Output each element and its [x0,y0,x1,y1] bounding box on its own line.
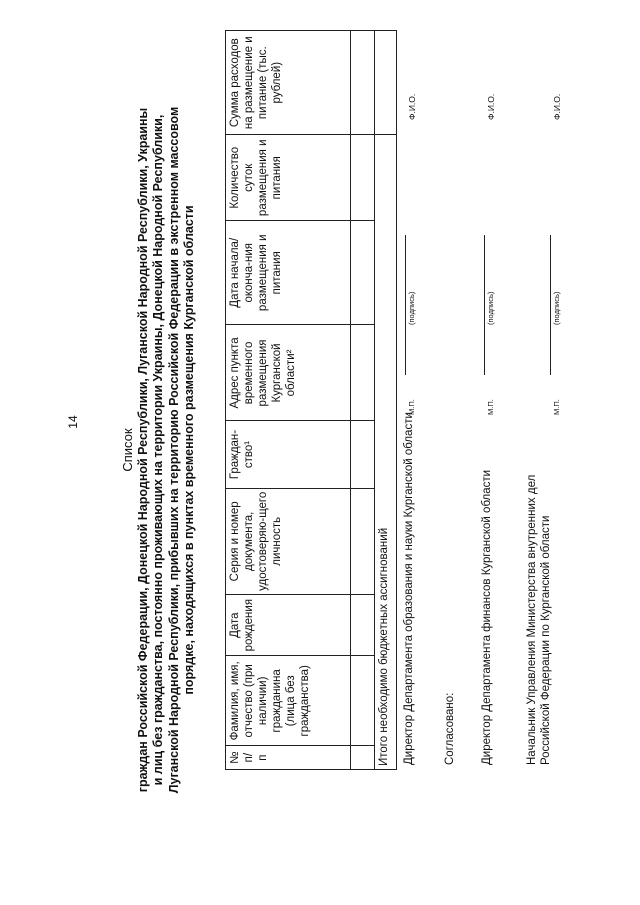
title-line: и лиц без гражданства, постоянно проживающих на территории Украины, Донецкой Народной Республики, [151,114,165,786]
col-document: Серия и номер документа, удостоверяю-щего личность [226,488,351,594]
col-full-name: Фамилия, имя, отчество (при наличии) гражданина (лица без гражданства) [226,656,351,746]
director-education-label: Директор Департамента образования и науки Курганской области [403,412,415,765]
signature-line [550,235,551,375]
stamp-mark: М.П. [486,399,495,415]
agreed-label: Согласовано: [444,692,456,765]
stamp-mark: М.П. [407,399,416,415]
page-number: 14 [66,415,80,429]
rotated-page-content [120,20,605,880]
table-header-row [226,31,351,770]
col-address: Адрес пункта временного размещения Курганской области² [226,325,351,421]
director-finance-label: Директор Департамента финансов Курганской области [481,469,493,765]
signature-line [484,235,485,375]
document-title [120,20,198,880]
fio-caption: Ф.И.О. [407,93,417,120]
signature-caption: (подпись) [552,291,561,325]
table-row [351,31,375,770]
table-total-row [375,31,397,770]
signature-caption: (подпись) [486,291,495,325]
signature-line [405,235,406,375]
signature-caption: (подпись) [407,291,416,325]
citizens-table [225,30,397,770]
title-line: Луганской Народной Республики, прибывших на территорию Российской Федерации в экстренном массовом [166,106,181,794]
fio-caption: Ф.И.О. [486,93,496,120]
col-citizenship: Граждан-ство¹ [226,421,351,488]
col-days: Количество суток размещения и питания [226,135,351,221]
title-heading: Список [120,428,135,472]
head-mvd-label: Начальник Управления Министерства внутренних дел Российской Федерации по Курганской области [526,474,552,765]
col-number: № п/ п [226,746,351,770]
title-line: порядке, находящихся в пунктах временного размещения Курганской области [182,205,196,695]
title-line: граждан Российской Федерации, Донецкой Народной Республики, Луганской Народной Республики, Украины [135,107,150,793]
total-value [375,31,397,135]
col-dates: Дата начала/оконча-ния размещения и питания [226,221,351,325]
col-birth-date: Дата рождения [226,594,351,655]
fio-caption: Ф.И.О. [552,93,562,120]
col-sum: Сумма расходов на размещение и питание (тыс. рублей) [226,31,351,135]
total-label: Итого необходимо бюджетных ассигнований [375,135,397,770]
stamp-mark: М.П. [552,399,561,415]
